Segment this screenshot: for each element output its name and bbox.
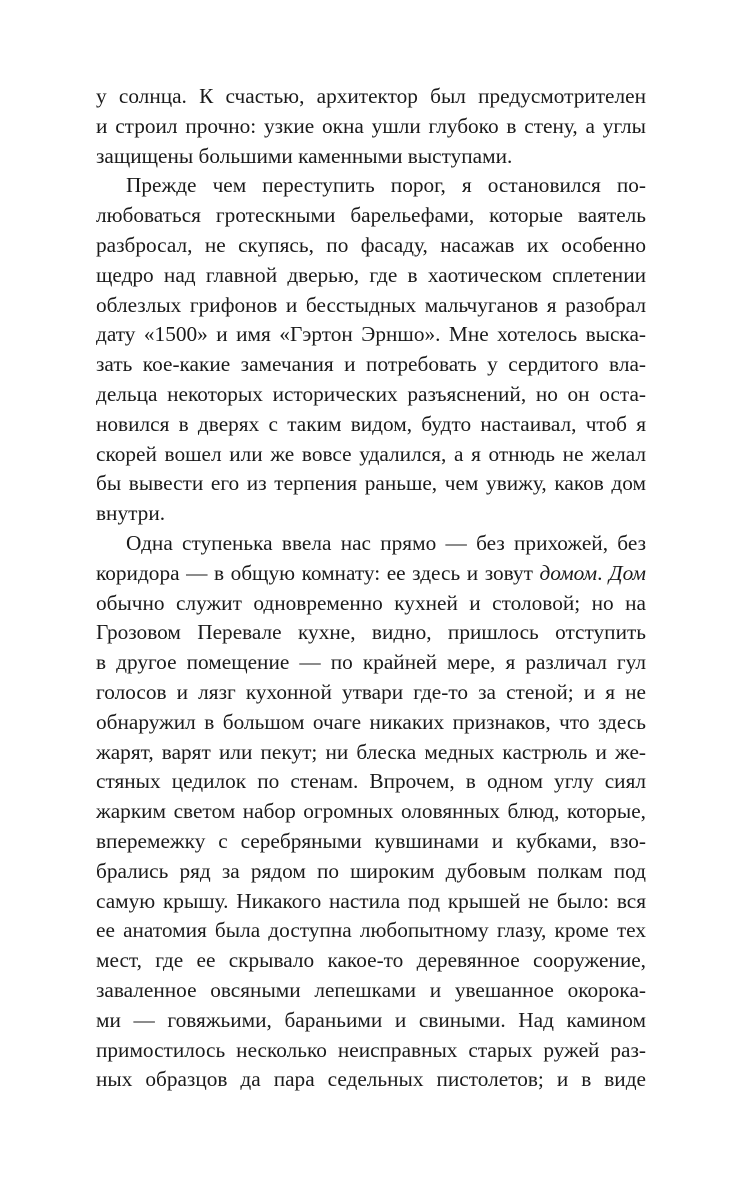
- text-line: стяных цедилок по стенам. Впрочем, в одном углу сиял: [96, 769, 646, 794]
- text-line: вперемежку с серебряными кувшинами и кубками, взо-: [96, 828, 646, 853]
- text-line: жарят, варят или пекут; ни блеска медных кастрюль и же-: [96, 739, 646, 764]
- text-line: Одна ступенька ввела нас прямо — без прихожей, без: [126, 530, 646, 555]
- text-line: жарким светом набор огромных оловянных блюд, которые,: [96, 799, 646, 824]
- text-line: мест, где ее скрывало какое-то деревянное сооружение,: [96, 948, 646, 973]
- text-line: скорей вошел или же вовсе удалился, а я отнюдь не желал: [96, 441, 646, 466]
- text-line: ных образцов да пара седельных пистолетов; и в виде: [96, 1067, 646, 1092]
- text-line: внутри.: [96, 501, 166, 526]
- text-line: любоваться гротескными барельефами, которые ваятель: [96, 203, 646, 228]
- text-line: ее анатомия была доступна любопытному глазу, кроме тех: [96, 918, 646, 943]
- text-line: дельца некоторых исторических разъяснений, но он оста-: [96, 381, 646, 406]
- text-line: в другое помещение — по крайней мере, я различал гул: [96, 650, 646, 675]
- text-line: ми — говяжьими, бараньими и свиными. Над камином: [96, 1007, 646, 1032]
- text-line: Прежде чем переступить порог, я остановился по-: [126, 173, 646, 198]
- text-line: разбросал, не скупясь, по фасаду, насажав их особенно: [96, 232, 646, 257]
- paragraph: [96, 171, 646, 529]
- text-line: обнаружил в большом очаге никаких признаков, что здесь: [96, 709, 646, 734]
- text-line: бы вывести его из терпения раньше, чем увижу, каков дом: [96, 471, 646, 496]
- text-line: щедро над главной дверью, где в хаотическом сплетении: [96, 262, 646, 287]
- text-line: коридора — в общую комнату: ее здесь и зовут домом. Дом: [96, 560, 646, 585]
- text-line: защищены большими каменными выступами.: [96, 143, 513, 168]
- text-line: облезлых грифонов и бесстыдных мальчуганов я разобрал: [96, 292, 646, 317]
- paragraph: [96, 529, 646, 1095]
- text-line: дату «1500» и имя «Гэртон Эрншо». Мне хотелось выска-: [96, 322, 646, 347]
- text-line: голосов и лязг кухонной утвари где-то за стеной; и я не: [96, 679, 646, 704]
- text-line: у солнца. К счастью, архитектор был предусмотрителен: [96, 84, 646, 108]
- text-line: примостилось несколько неисправных старых ружей раз-: [96, 1037, 646, 1062]
- text-line: заваленное овсяными лепешками и увешанное окорока-: [96, 977, 646, 1002]
- text-line: обычно служит одновременно кухней и столовой; но на: [96, 590, 646, 615]
- text-line: новился в дверях с таким видом, будто настаивал, чтоб я: [96, 411, 646, 436]
- italic-word: домом: [539, 560, 598, 585]
- text-line: брались ряд за рядом по широким дубовым полкам под: [96, 858, 646, 883]
- text-line: Грозовом Перевале кухне, видно, пришлось отступить: [96, 620, 646, 645]
- italic-word: Дом: [609, 560, 646, 585]
- text-line: и строил прочно: узкие окна ушли глубоко в стену, а углы: [96, 113, 646, 138]
- book-page: [96, 82, 646, 1095]
- text-line: зать кое-какие замечания и потребовать у сердитого вла-: [96, 352, 646, 377]
- text-line: самую крышу. Никакого настила под крышей не было: вся: [96, 888, 646, 913]
- paragraph: [96, 82, 646, 171]
